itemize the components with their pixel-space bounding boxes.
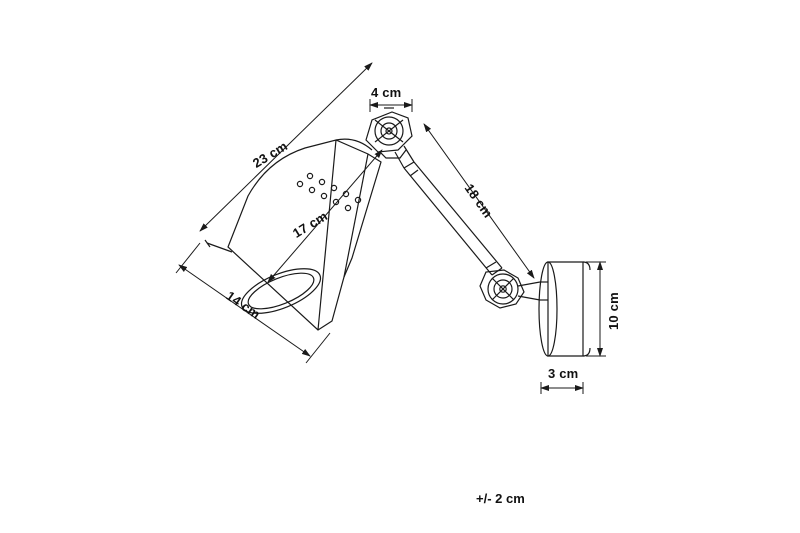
lamp-arm: [404, 162, 502, 275]
dim-label-joint-width: 4 cm: [371, 85, 402, 100]
tolerance-note: +/- 2 cm: [476, 491, 525, 506]
dim-line-mount-depth: [541, 382, 583, 394]
dim-label-mount-depth: 3 cm: [548, 366, 579, 381]
dim-label-shade-depth: 17 cm: [290, 208, 331, 241]
dim-line-mount-height: [586, 262, 606, 356]
dim-label-shade-diameter: 14 cm: [223, 288, 264, 322]
shade-joint: [366, 108, 414, 168]
wall-joint: [480, 270, 540, 308]
dim-label-mount-height: 10 cm: [606, 292, 621, 330]
dim-label-overall-length: 23 cm: [250, 138, 291, 171]
dim-label-arm-length: 18 cm: [461, 181, 496, 221]
wall-mount-plate: [539, 262, 590, 356]
dim-line-joint-width: [370, 99, 412, 112]
